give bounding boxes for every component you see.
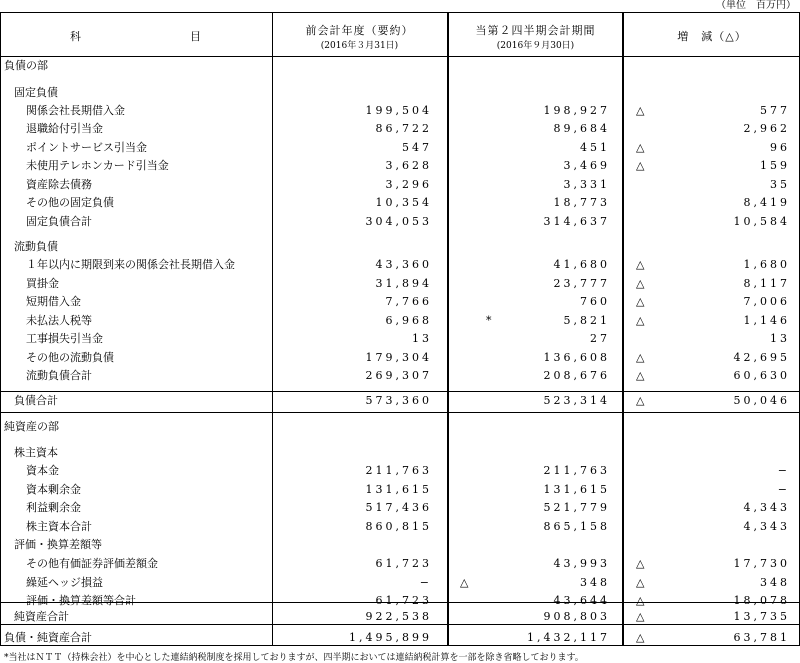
diff-value: 1,146 (743, 314, 790, 327)
table-row (0, 392, 800, 410)
row-label: 資産除去債務 (26, 178, 92, 191)
row-label: 負債の部 (4, 59, 48, 72)
table-row (0, 57, 800, 75)
header-diff: 増 減（△） (677, 30, 747, 43)
prev-value: 860,815 (365, 520, 432, 533)
prev-value: 199,504 (365, 104, 432, 117)
diff-value: 13,735 (733, 610, 790, 623)
row-label: 流動負債 (14, 240, 58, 253)
table-row (0, 102, 800, 120)
prev-value: 10,354 (375, 196, 432, 209)
balance-sheet-table (0, 12, 800, 646)
curr-value: 908,803 (543, 610, 610, 623)
curr-value: 136,608 (543, 351, 610, 364)
diff-negative-mark: △ (636, 631, 645, 644)
table-row (0, 176, 800, 194)
curr-value: 314,637 (543, 215, 610, 228)
prev-value: 7,766 (385, 295, 432, 308)
diff-negative-mark: △ (636, 314, 645, 327)
diff-negative-mark: △ (636, 610, 645, 623)
row-label: 買掛金 (26, 277, 59, 290)
table-row (0, 213, 800, 231)
row-label: 資本金 (26, 464, 59, 477)
header-curr-cell (447, 12, 624, 57)
diff-value: 60,630 (733, 369, 790, 382)
header-prev-date: (2016年３月31日) (320, 41, 399, 51)
header-curr-date: (2016年９月30日) (496, 41, 575, 51)
prev-value: 61,723 (375, 594, 432, 607)
curr-negative-mark: △ (460, 576, 469, 589)
row-label: 株主資本合計 (26, 520, 92, 533)
diff-value: 2,962 (743, 122, 790, 135)
diff-value: 4,343 (743, 520, 790, 533)
table-row (0, 536, 800, 554)
row-label: 評価・換算差額等合計 (26, 594, 136, 607)
prev-value: 304,053 (365, 215, 432, 228)
table-row (0, 418, 800, 436)
table-row (0, 275, 800, 293)
row-label: 固定負債 (14, 86, 58, 99)
curr-value: 523,314 (543, 394, 610, 407)
curr-value: 865,158 (543, 520, 610, 533)
diff-negative-mark: △ (636, 594, 645, 607)
row-label: １年以内に期限到来の関係会社長期借入金 (26, 258, 235, 271)
diff-value: 17,730 (733, 557, 790, 570)
row-label: 負債合計 (14, 394, 58, 407)
table-row (0, 499, 800, 517)
diff-negative-mark: △ (636, 277, 645, 290)
prev-value: 43,360 (375, 258, 432, 271)
table-row (0, 481, 800, 499)
diff-value: 348 (760, 576, 790, 589)
header-prev-cell (272, 12, 447, 57)
header-item: 科 目 (70, 30, 202, 43)
prev-value: 1,495,899 (349, 631, 432, 644)
curr-value: 3,469 (563, 159, 610, 172)
row-label: 繰延ヘッジ損益 (26, 576, 103, 589)
prev-value: 517,436 (365, 501, 432, 514)
unit-label: （単位 百万円） (716, 0, 796, 11)
table-row (0, 238, 800, 256)
row-separator (0, 412, 800, 413)
diff-negative-mark: △ (636, 258, 645, 271)
row-label: 流動負債合計 (26, 369, 92, 382)
row-label: 退職給付引当金 (26, 122, 103, 135)
footnote: *当社はＮＴＴ（持株会社）を中心とした連結納税制度を採用しておりますが、四半期においては連結納税計算を一部を除き省略しております。 (4, 653, 584, 663)
diff-negative-mark: △ (636, 141, 645, 154)
table-top-border (0, 12, 800, 13)
curr-value: 208,676 (543, 369, 610, 382)
table-row (0, 608, 800, 626)
curr-value: 89,684 (553, 122, 610, 135)
prev-value: 86,722 (375, 122, 432, 135)
row-label: 関係会社長期借入金 (26, 104, 125, 117)
table-row (0, 194, 800, 212)
header-curr: 当第２四半期会計期間 (475, 24, 596, 37)
table-row (0, 629, 800, 647)
row-label: 株主資本 (14, 446, 58, 459)
curr-value: 43,644 (553, 594, 610, 607)
prev-value: 269,307 (365, 369, 432, 382)
table-row (0, 330, 800, 348)
prev-value: 573,360 (365, 394, 432, 407)
curr-value: 3,331 (563, 178, 610, 191)
diff-value: 8,419 (743, 196, 790, 209)
row-label: 利益剰余金 (26, 501, 81, 514)
table-row (0, 518, 800, 536)
curr-footnote-mark: * (486, 314, 492, 327)
prev-value: 922,538 (365, 610, 432, 623)
prev-value: 3,296 (385, 178, 432, 191)
prev-value: 6,968 (385, 314, 432, 327)
row-label: 評価・換算差額等 (14, 538, 102, 551)
prev-value: 13 (412, 332, 432, 345)
row-label: その他の固定負債 (26, 196, 114, 209)
curr-value: 348 (580, 576, 610, 589)
diff-value: 13 (770, 332, 790, 345)
curr-value: 131,615 (543, 483, 610, 496)
row-label: 負債・純資産合計 (4, 631, 92, 644)
diff-negative-mark: △ (636, 295, 645, 308)
prev-value: − (419, 576, 432, 589)
table-row (0, 157, 800, 175)
diff-negative-mark: △ (636, 159, 645, 172)
table-row (0, 367, 800, 385)
diff-value: 96 (770, 141, 790, 154)
row-label: 純資産の部 (4, 420, 59, 433)
row-label: ポイントサービス引当金 (26, 141, 147, 154)
diff-value: 1,680 (743, 258, 790, 271)
row-label: 純資産合計 (14, 610, 69, 623)
row-label: 資本剰余金 (26, 483, 81, 496)
diff-value: 35 (770, 178, 790, 191)
table-row (0, 574, 800, 592)
table-row (0, 293, 800, 311)
diff-value: 159 (760, 159, 790, 172)
diff-value: 10,584 (733, 215, 790, 228)
diff-negative-mark: △ (636, 394, 645, 407)
diff-negative-mark: △ (636, 369, 645, 382)
diff-negative-mark: △ (636, 576, 645, 589)
prev-value: 179,304 (365, 351, 432, 364)
curr-value: 18,773 (553, 196, 610, 209)
diff-value: 50,046 (733, 394, 790, 407)
curr-value: 760 (580, 295, 610, 308)
table-row (0, 312, 800, 330)
header-diff-cell (624, 12, 800, 57)
row-label: 固定負債合計 (26, 215, 92, 228)
diff-value: 577 (760, 104, 790, 117)
diff-value: 4,343 (743, 501, 790, 514)
curr-value: 27 (590, 332, 610, 345)
curr-value: 1,432,117 (527, 631, 610, 644)
curr-value: 41,680 (553, 258, 610, 271)
diff-negative-mark: △ (636, 104, 645, 117)
curr-value: 521,779 (543, 501, 610, 514)
header-item-cell (0, 12, 272, 57)
row-label: 未払法人税等 (26, 314, 92, 327)
diff-value: 8,117 (743, 277, 790, 290)
row-label: 短期借入金 (26, 295, 81, 308)
prev-value: 211,763 (365, 464, 432, 477)
table-row (0, 555, 800, 573)
row-label: 未使用テレホンカード引当金 (26, 159, 169, 172)
table-row (0, 349, 800, 367)
header-prev: 前会計年度（要約） (305, 24, 414, 37)
row-label: その他の流動負債 (26, 351, 114, 364)
row-label: 工事損失引当金 (26, 332, 103, 345)
table-row (0, 462, 800, 480)
curr-value: 43,993 (553, 557, 610, 570)
table-row (0, 444, 800, 462)
table-row (0, 256, 800, 274)
diff-value: 18,078 (733, 594, 790, 607)
prev-value: 31,894 (375, 277, 432, 290)
row-label: その他有価証券評価差額金 (26, 557, 158, 570)
diff-negative-mark: △ (636, 557, 645, 570)
prev-value: 131,615 (365, 483, 432, 496)
diff-value: − (777, 483, 790, 496)
prev-value: 547 (402, 141, 432, 154)
prev-value: 61,723 (375, 557, 432, 570)
curr-value: 198,927 (543, 104, 610, 117)
curr-value: 451 (580, 141, 610, 154)
diff-negative-mark: △ (636, 351, 645, 364)
diff-value: 7,006 (743, 295, 790, 308)
table-row (0, 139, 800, 157)
table-row (0, 120, 800, 138)
curr-value: 23,777 (553, 277, 610, 290)
diff-value: − (777, 464, 790, 477)
diff-value: 42,695 (733, 351, 790, 364)
curr-value: 5,821 (563, 314, 610, 327)
curr-value: 211,763 (543, 464, 610, 477)
table-row (0, 84, 800, 102)
diff-value: 63,781 (733, 631, 790, 644)
prev-value: 3,628 (385, 159, 432, 172)
